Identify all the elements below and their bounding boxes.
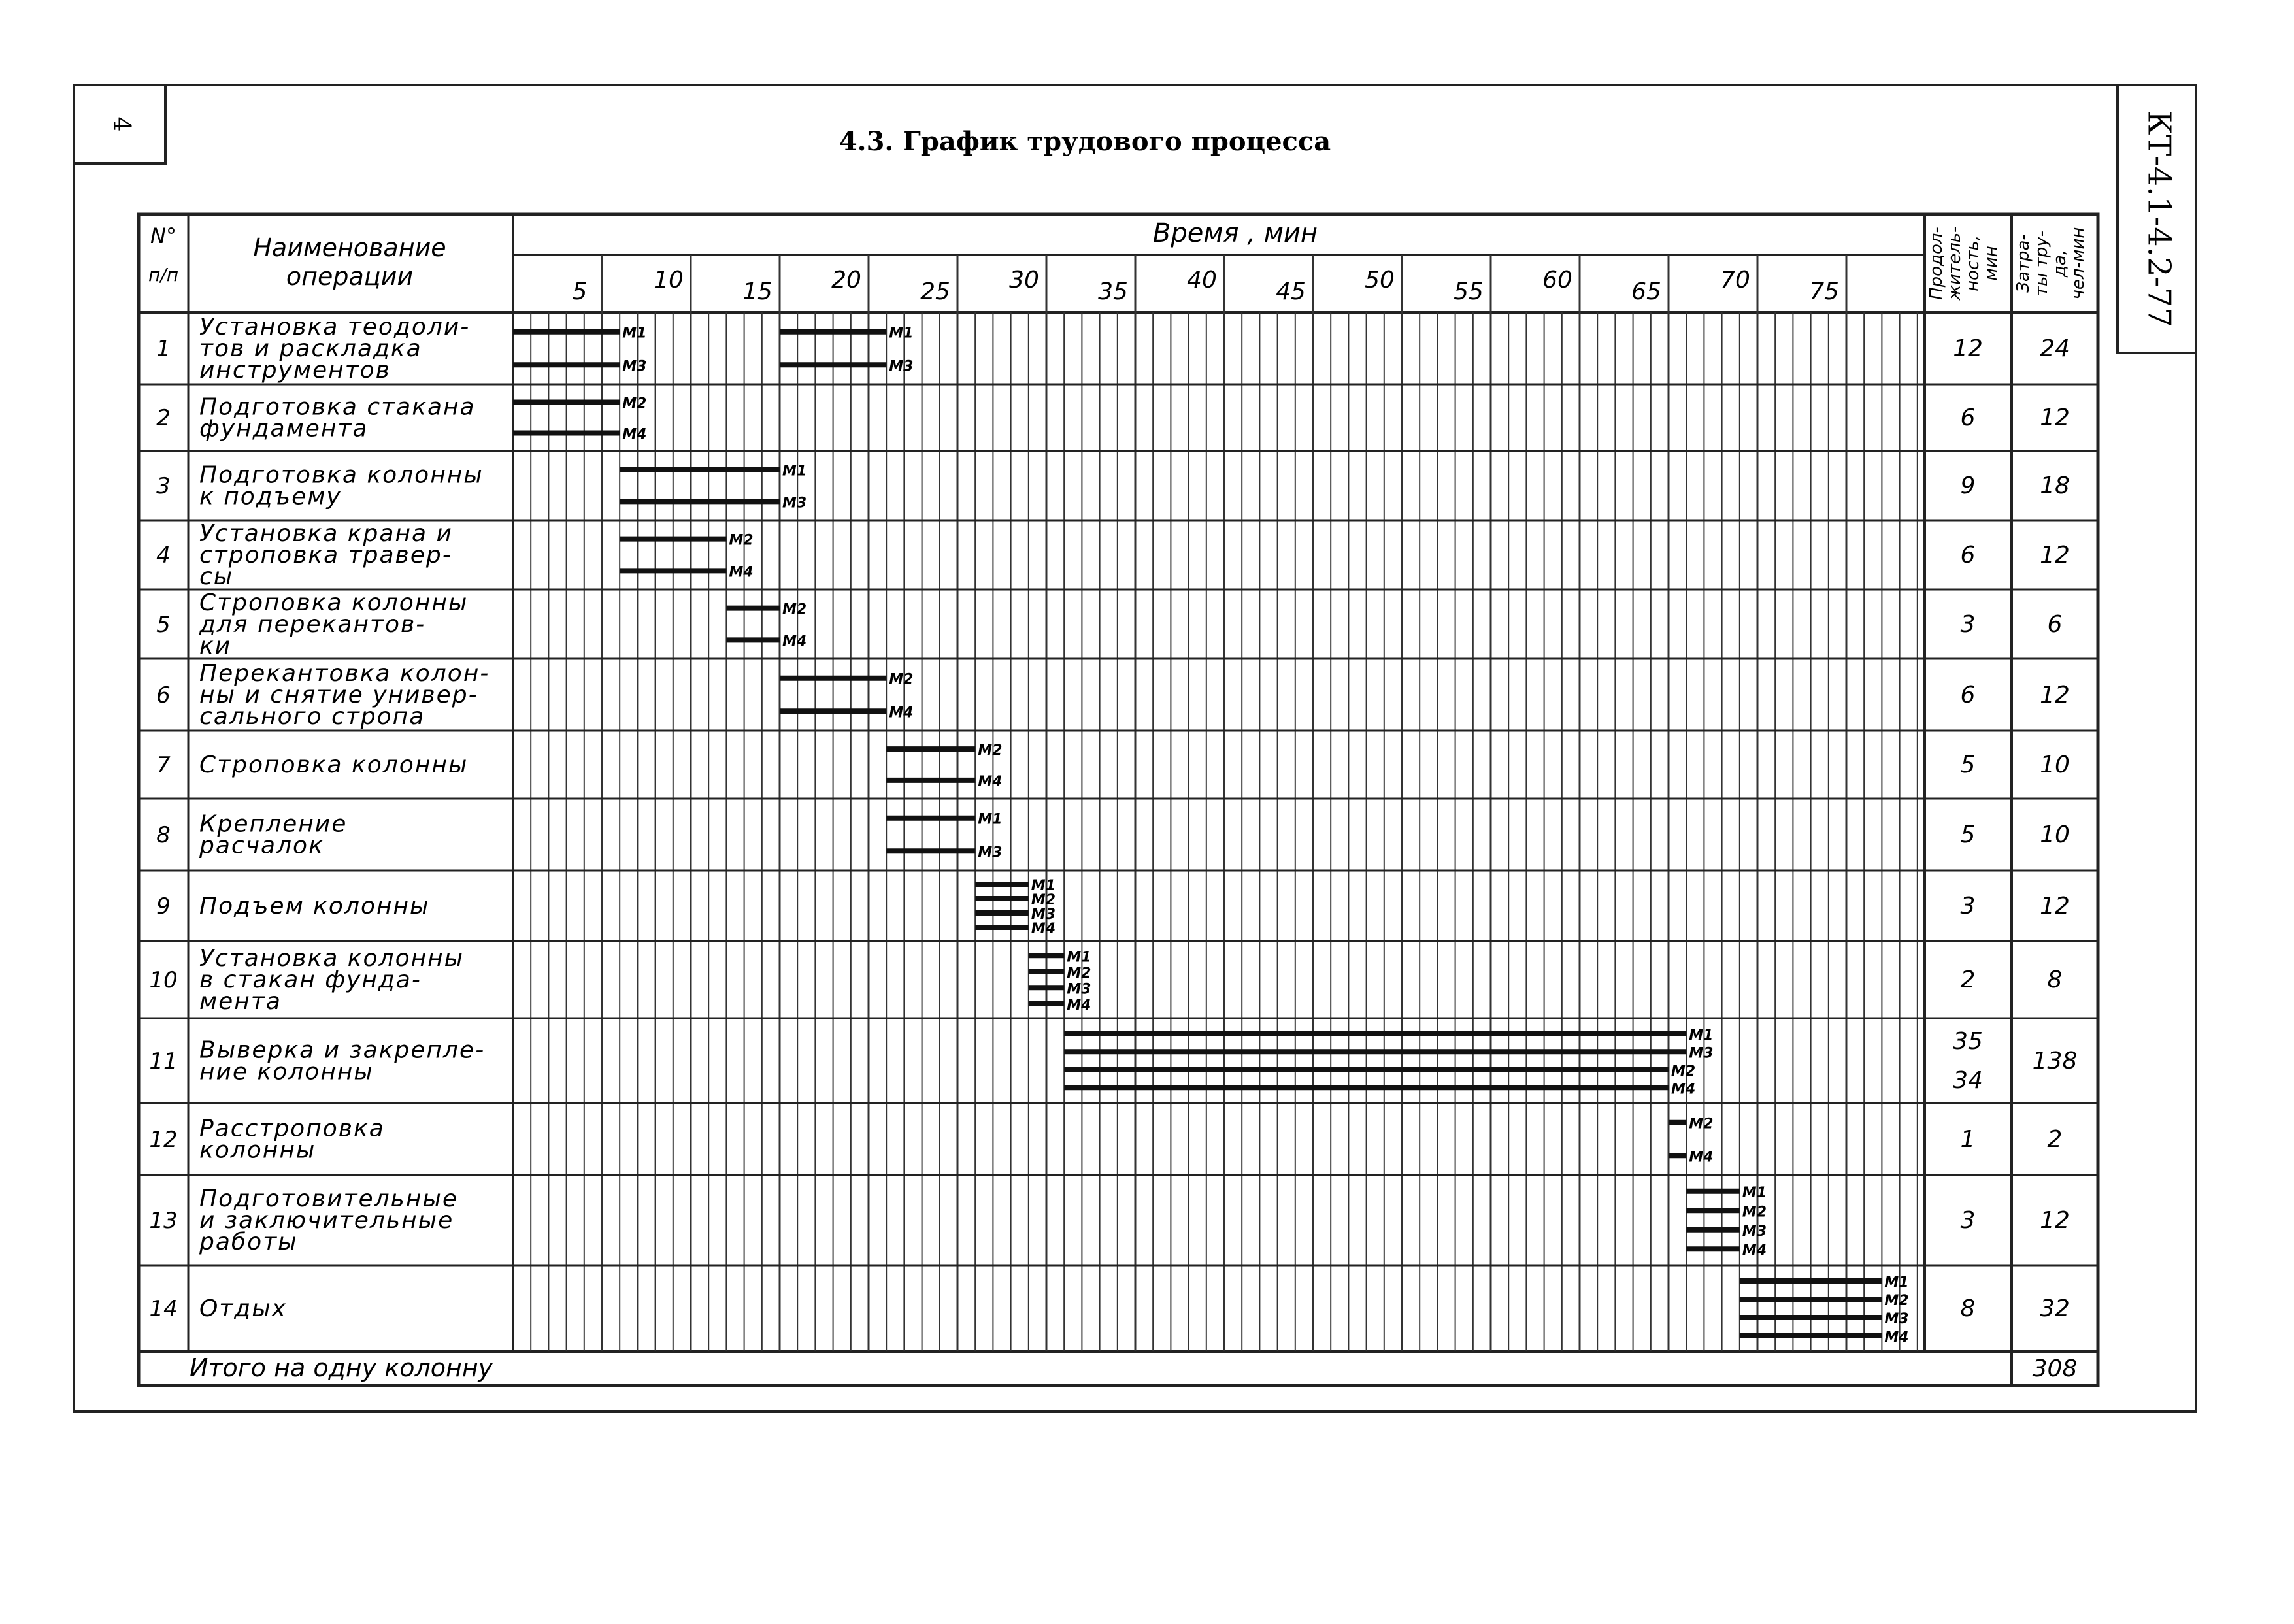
- worker-label: М4: [782, 633, 807, 650]
- worker-label: М3: [1884, 1311, 1909, 1327]
- operation-number: 8: [156, 822, 171, 848]
- worker-label: М2: [978, 742, 1003, 759]
- header-num-line1: N°: [150, 224, 176, 248]
- operation-name-line: Установка крана и: [199, 520, 453, 547]
- worker-label: М3: [1067, 981, 1091, 998]
- worker-label: М2: [782, 601, 807, 618]
- worker-label: М3: [1689, 1045, 1714, 1062]
- operation-duration: 3: [1960, 611, 1976, 638]
- time-tick-label: 10: [654, 267, 684, 293]
- worker-label: М4: [1031, 921, 1056, 937]
- operation-labor: 12: [2040, 893, 2070, 920]
- worker-label: М1: [1742, 1184, 1767, 1201]
- operation-duration: 12: [1953, 335, 1983, 362]
- worker-label: М3: [1742, 1223, 1767, 1240]
- operation-duration: 34: [1953, 1067, 1983, 1094]
- operation-name-line: Строповка колонны: [199, 589, 469, 616]
- operation-labor: 10: [2040, 752, 2070, 778]
- worker-label: М4: [622, 426, 647, 443]
- operation-name-line: тов и раскладка: [199, 335, 422, 362]
- operation-number: 13: [149, 1208, 178, 1234]
- worker-label: М2: [1671, 1063, 1696, 1080]
- worker-label: М3: [1031, 906, 1056, 923]
- worker-label: М2: [1742, 1204, 1767, 1221]
- header-name: [253, 233, 446, 291]
- worker-label: М1: [782, 463, 807, 480]
- header-labor-line2: ты тру-: [2032, 230, 2052, 297]
- operation-name-line: инструментов: [199, 357, 391, 384]
- operation-name-line: сы: [199, 563, 234, 590]
- operation-name-line: Отдых: [199, 1295, 287, 1322]
- worker-label: М2: [729, 532, 754, 549]
- operation-name-line: колонны: [199, 1136, 316, 1164]
- time-tick-label: 55: [1454, 278, 1484, 305]
- header-name-line1: Наименование: [253, 233, 446, 262]
- header-duration-line3: ность,: [1963, 235, 1983, 291]
- worker-label: М4: [1884, 1329, 1909, 1346]
- time-tick-label: 50: [1365, 267, 1395, 293]
- worker-label: М2: [1067, 965, 1091, 982]
- operation-labor: 2: [2047, 1126, 2063, 1153]
- time-tick-label: 20: [831, 267, 861, 293]
- header-duration-line1: Продол-: [1927, 227, 1946, 300]
- operation-number: 5: [156, 612, 171, 638]
- operation-name-line: расчалок: [199, 832, 324, 859]
- header-num: [148, 224, 178, 286]
- schedule-bars: [513, 325, 1909, 1346]
- operation-labor: 12: [2040, 1207, 2070, 1234]
- operation-name-line: Строповка колонны: [199, 752, 469, 778]
- operation-labor: 8: [2047, 967, 2063, 993]
- worker-label: М4: [729, 564, 754, 581]
- worker-label: М1: [1884, 1274, 1909, 1291]
- worker-label: М2: [889, 671, 914, 688]
- operation-labor: 18: [2040, 472, 2070, 499]
- worker-label: М4: [1067, 997, 1091, 1014]
- operation-labor: 12: [2040, 405, 2070, 431]
- operation-name-line: Подъем колонны: [199, 893, 430, 920]
- operation-number: 7: [156, 752, 171, 778]
- worker-label: М1: [889, 325, 914, 342]
- operation-labor: 10: [2040, 821, 2070, 848]
- header-num-line2: п/п: [148, 264, 179, 286]
- operation-duration: 6: [1960, 405, 1976, 431]
- operation-number: 14: [149, 1296, 178, 1322]
- worker-label: М4: [978, 773, 1003, 790]
- worker-label: М2: [1031, 892, 1056, 908]
- operation-name-line: мента: [199, 988, 282, 1015]
- worker-label: М3: [978, 844, 1003, 861]
- time-tick-label: 25: [920, 278, 950, 305]
- operation-name-line: Подготовительные: [199, 1185, 458, 1212]
- operation-duration: 6: [1960, 682, 1976, 708]
- doc-code: КТ-4.1-4.2-77: [2140, 110, 2178, 327]
- header-duration-line2: житель-: [1945, 226, 1965, 301]
- operation-number: 3: [156, 473, 171, 499]
- operation-duration: 5: [1960, 821, 1976, 848]
- operation-labor: 6: [2047, 611, 2063, 638]
- worker-label: М3: [889, 358, 914, 375]
- header-labor-line3: да,: [2050, 249, 2070, 278]
- operation-name-line: сального стропа: [199, 703, 425, 730]
- time-tick-label: 15: [742, 278, 773, 305]
- operation-duration: 3: [1960, 893, 1976, 920]
- worker-label: М3: [622, 358, 647, 375]
- operation-duration: 5: [1960, 752, 1976, 778]
- operation-name-line: и заключительные: [199, 1207, 454, 1234]
- operation-name-line: ки: [199, 633, 232, 659]
- page-title: 4.3. График трудового процесса: [839, 126, 1331, 157]
- operation-name-line: Подготовка стакана: [199, 393, 476, 421]
- operation-number: 4: [156, 542, 171, 569]
- operation-name-line: Выверка и закрепле-: [199, 1036, 486, 1064]
- operation-labor: 24: [2040, 335, 2070, 362]
- header-duration: [1927, 227, 2001, 301]
- worker-label: М4: [1689, 1149, 1714, 1166]
- header-name-line2: операции: [286, 262, 414, 291]
- operation-name-line: для перекантов-: [199, 611, 426, 638]
- worker-label: М1: [1031, 878, 1056, 894]
- operation-number: 9: [156, 893, 171, 920]
- operation-name-line: ние колонны: [199, 1058, 374, 1085]
- operation-number: 1: [156, 336, 171, 362]
- time-tick-label: 75: [1809, 278, 1839, 305]
- operation-name-line: работы: [199, 1229, 298, 1255]
- operation-duration: 35: [1953, 1028, 1983, 1055]
- header-labor-line1: Затра-: [2014, 234, 2033, 293]
- operation-name-line: Установка колонны: [199, 945, 465, 972]
- operation-number: 2: [156, 405, 171, 431]
- operation-rows: [139, 314, 2098, 1322]
- worker-label: М4: [1742, 1242, 1767, 1259]
- worker-label: М4: [1671, 1081, 1696, 1098]
- operation-labor: 12: [2040, 542, 2070, 569]
- operation-duration: 9: [1960, 472, 1976, 499]
- worker-label: М2: [622, 395, 647, 412]
- time-tick-label: 35: [1098, 278, 1128, 305]
- operation-labor: 32: [2040, 1295, 2070, 1322]
- worker-label: М4: [889, 704, 914, 721]
- operation-duration: 2: [1960, 967, 1976, 993]
- time-tick-label: 40: [1187, 267, 1217, 293]
- operation-labor: 138: [2032, 1048, 2078, 1074]
- operation-number: 10: [149, 967, 178, 993]
- worker-label: М1: [978, 811, 1003, 828]
- page-number: 4: [108, 116, 135, 132]
- time-tick-label: 30: [1009, 267, 1039, 293]
- time-tick-label: 60: [1542, 267, 1572, 293]
- total-value: 308: [2032, 1355, 2078, 1382]
- time-tick-label: 65: [1631, 278, 1661, 305]
- operation-duration: 1: [1960, 1126, 1976, 1153]
- operation-name-line: Установка теодоли-: [199, 314, 471, 340]
- worker-label: М1: [622, 325, 647, 342]
- operation-number: 6: [156, 682, 171, 708]
- operation-name-line: фундамента: [199, 415, 369, 442]
- operation-name-line: Расстроповка: [199, 1115, 385, 1142]
- operation-name-line: Крепление: [199, 810, 348, 838]
- time-tick-label: 70: [1720, 267, 1750, 293]
- operation-name-line: строповка травер-: [199, 542, 452, 569]
- time-grid: [531, 255, 1918, 1351]
- time-tick-label: 5: [572, 278, 588, 305]
- operation-name-line: в стакан фунда-: [199, 967, 422, 993]
- operation-duration: 6: [1960, 542, 1976, 569]
- worker-label: М1: [1689, 1027, 1714, 1044]
- operation-name-line: Подготовка колонны: [199, 461, 484, 489]
- operation-name-line: к подъему: [199, 483, 342, 510]
- worker-label: М1: [1067, 949, 1091, 966]
- operation-name-line: Перекантовка колон-: [199, 660, 490, 687]
- worker-label: М2: [1884, 1293, 1909, 1309]
- header-duration-line4: мин: [1982, 246, 2001, 281]
- total-label: Итого на одну колонну: [190, 1353, 493, 1382]
- operation-labor: 12: [2040, 682, 2070, 708]
- worker-label: М3: [782, 495, 807, 512]
- header-time: Время , мин: [1152, 218, 1318, 248]
- operation-name-line: ны и снятие универ-: [199, 682, 478, 708]
- operation-duration: 8: [1960, 1295, 1976, 1322]
- operation-number: 12: [149, 1127, 178, 1153]
- header-labor-line4: чел-мин: [2069, 227, 2088, 300]
- time-tick-label: 45: [1276, 278, 1306, 305]
- operation-duration: 3: [1960, 1207, 1976, 1234]
- header-labor: [2014, 227, 2088, 300]
- operation-number: 11: [149, 1048, 178, 1074]
- worker-label: М2: [1689, 1116, 1714, 1133]
